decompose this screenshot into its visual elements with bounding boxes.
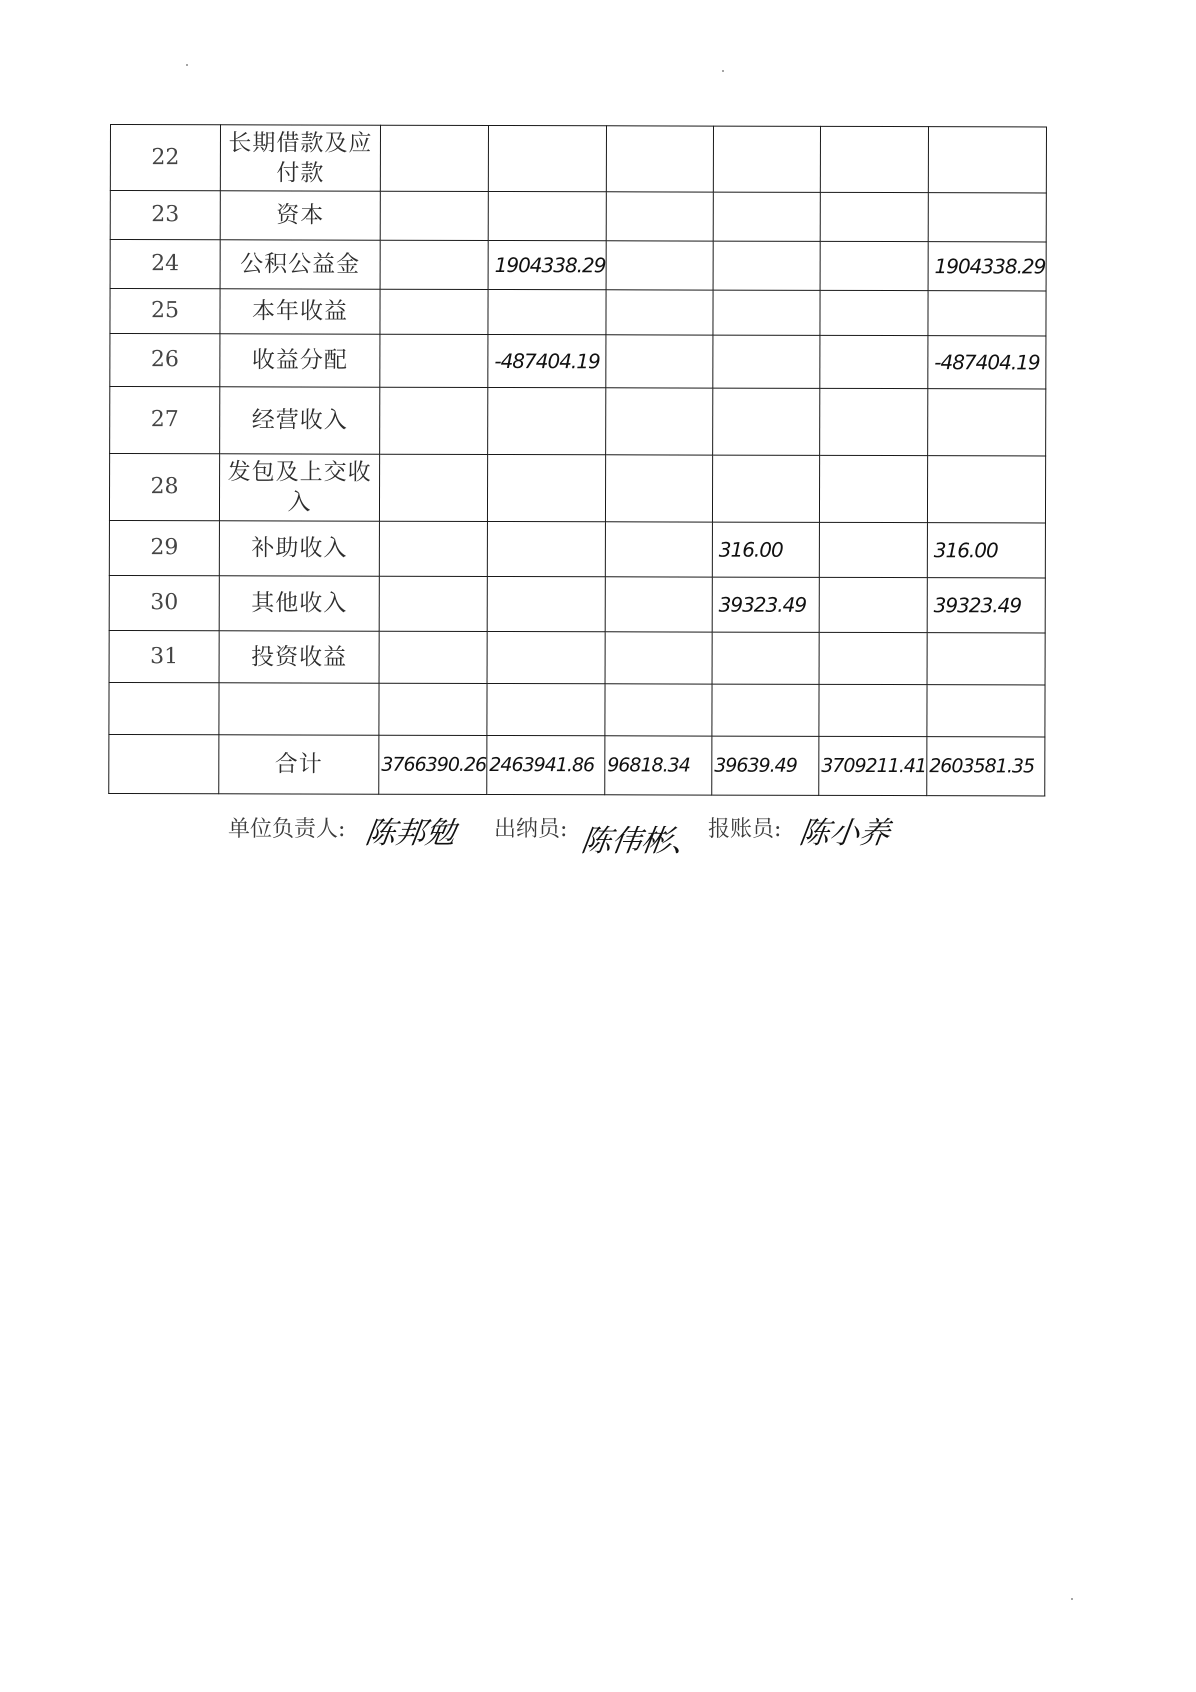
row-number-cell: 26 [110,334,220,387]
item-name-cell: 经营收入 [220,387,380,454]
amount-cell [928,291,1046,336]
item-name-cell: 本年收益 [220,289,380,334]
amount-cell [819,522,927,577]
item-name-cell: 收益分配 [220,334,380,387]
table-row [109,682,1045,736]
table-row [110,289,1046,336]
amount-cell: 316.00 [712,522,819,577]
item-name-cell: 投资收益 [219,631,379,683]
amount-cell: -487404.19 [928,336,1046,389]
amount-cell [713,126,820,192]
amount-cell: 1904338.29 [488,240,606,289]
table-row [110,240,1046,291]
amount-cell [380,334,488,387]
amount-cell [488,289,606,334]
amount-cell [820,290,928,335]
amount-cell [379,454,487,521]
amount-cell [819,455,927,522]
amount-cell [927,685,1045,737]
table-row [109,630,1045,684]
amount-cell [606,241,713,290]
amount-cell [712,632,819,684]
amount-cell: 1904338.29 [928,242,1046,291]
amount-cell [379,521,487,576]
table-row [110,387,1046,456]
amount-cell [927,633,1045,685]
total-label-cell: 合计 [219,735,379,794]
amount-cell [605,632,712,684]
table-row [109,575,1045,632]
item-name-cell: 发包及上交收入 [219,454,379,521]
total-amount-cell: 39639.49 [712,736,819,795]
head-signature: 陈邦勉 [363,816,458,851]
amount-cell [928,389,1046,456]
amount-cell [605,577,712,632]
amount-cell [713,192,820,241]
row-number-cell: 31 [109,630,219,682]
item-name-cell [219,683,379,735]
amount-cell [928,127,1046,193]
table-row [110,334,1046,389]
item-name-cell: 补助收入 [219,521,379,576]
row-number-cell: 25 [110,289,220,334]
amount-cell [819,632,927,684]
ledger-table [108,124,1047,796]
amount-cell [712,455,819,522]
total-row [109,734,1045,795]
total-amount-cell: 3709211.41 [819,736,927,795]
row-number-cell: 22 [110,125,220,191]
total-amount-cell: 2603581.35 [927,737,1045,796]
amount-cell: 316.00 [927,523,1045,578]
amount-cell: -487404.19 [488,334,606,387]
amount-cell [487,631,605,683]
total-amount-cell: 2463941.86 [487,735,605,794]
amount-cell [380,125,488,191]
amount-cell [820,335,928,388]
amount-cell [927,456,1045,523]
amount-cell [712,684,819,736]
amount-cell [713,241,820,290]
amount-cell [379,631,487,683]
amount-cell [606,192,713,241]
total-number-cell [109,734,219,793]
amount-cell [379,683,487,735]
table-row [109,454,1045,523]
amount-cell [606,290,713,335]
amount-cell [606,126,713,192]
total-amount-cell: 96818.34 [605,736,712,795]
amount-cell [487,576,605,631]
item-name-cell: 资本 [220,191,380,240]
cashier-label: 出纳员: [494,817,568,842]
item-name-cell: 其他收入 [219,576,379,631]
row-number-cell: 24 [110,240,220,289]
amount-cell [379,576,487,631]
item-name-cell: 长期借款及应付款 [220,125,380,191]
amount-cell [487,454,605,521]
table-row [110,125,1046,193]
amount-cell [713,290,820,335]
item-name-cell: 公积公益金 [220,240,380,289]
amount-cell [928,193,1046,242]
amount-cell [713,335,820,388]
amount-cell [605,455,712,522]
row-number-cell: 28 [109,454,219,521]
head-label: 单位负责人: [228,817,346,842]
row-number-cell: 30 [109,575,219,630]
row-number-cell: 27 [110,387,220,454]
ledger-body [109,125,1047,796]
reporter-signature: 陈小养 [797,816,892,851]
amount-cell [605,684,712,736]
row-number-cell: 23 [110,191,220,240]
amount-cell [819,684,927,736]
cashier-signature: 陈伟彬、 [579,824,704,859]
amount-cell [488,191,606,240]
row-number-cell: 29 [109,520,219,575]
amount-cell [380,289,488,334]
table-row [110,191,1046,242]
amount-cell [380,387,488,454]
amount-cell [605,522,712,577]
amount-cell [820,241,928,290]
amount-cell [819,577,927,632]
scan-speck [722,70,724,72]
scan-speck [186,64,188,66]
amount-cell [488,125,606,191]
amount-cell: 39323.49 [927,578,1045,633]
scan-speck [1071,1598,1073,1600]
amount-cell [820,388,928,455]
row-number-cell [109,682,219,734]
amount-cell [713,388,820,455]
amount-cell [820,126,928,192]
amount-cell [606,335,713,388]
amount-cell [820,192,928,241]
amount-cell: 39323.49 [712,577,819,632]
total-amount-cell: 3766390.26 [379,735,487,794]
amount-cell [488,387,606,454]
table-row [109,520,1045,577]
amount-cell [606,388,713,455]
amount-cell [487,683,605,735]
amount-cell [487,521,605,576]
amount-cell [380,191,488,240]
amount-cell [380,240,488,289]
reporter-label: 报账员: [708,817,782,842]
